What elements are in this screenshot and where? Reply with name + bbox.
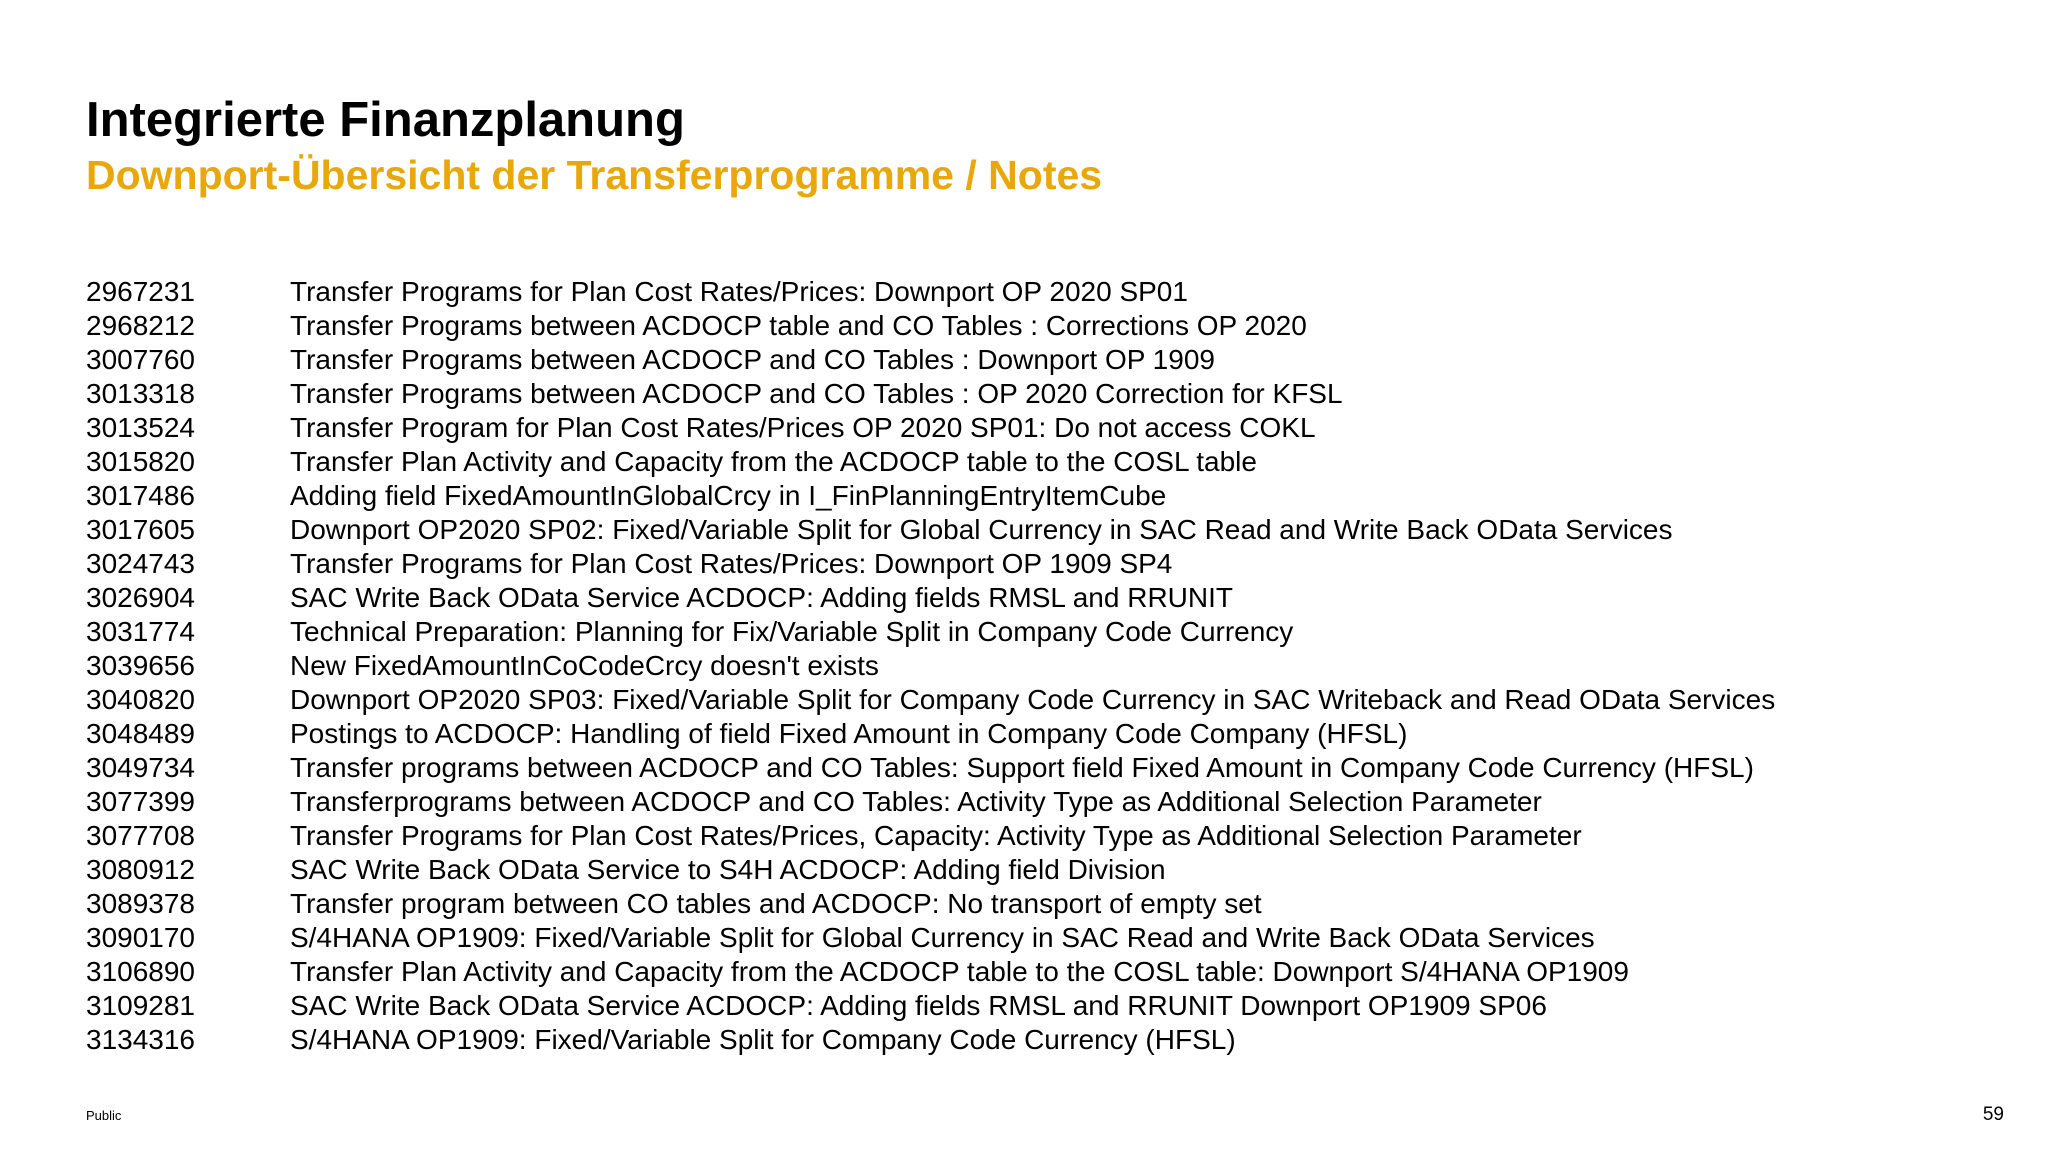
note-row [86, 819, 1986, 853]
note-title: New FixedAmountInCoCodeCrcy doesn't exists [290, 650, 879, 681]
note-title: SAC Write Back OData Service ACDOCP: Adding fields RMSL and RRUNIT [290, 582, 1233, 613]
note-number: 3089378 [86, 888, 196, 919]
note-row [86, 785, 1986, 819]
note-number: 2967231 [86, 276, 196, 307]
note-title: Downport OP2020 SP02: Fixed/Variable Split for Global Currency in SAC Read and Write Back OData Services [290, 514, 1673, 545]
page-number: 59 [1982, 1104, 2004, 1125]
note-number: 3026904 [86, 582, 196, 613]
note-number: 3007760 [86, 344, 196, 375]
note-row [86, 853, 1986, 887]
note-title: SAC Write Back OData Service ACDOCP: Adding fields RMSL and RRUNIT Downport OP1909 SP06 [290, 990, 1547, 1021]
notes-list [86, 275, 1986, 1057]
note-number: 3134316 [86, 1024, 196, 1055]
note-title: Transfer Programs between ACDOCP table and CO Tables : Corrections OP 2020 [290, 310, 1307, 341]
footer-classification: Public [86, 1108, 122, 1123]
note-title: Transfer program between CO tables and ACDOCP: No transport of empty set [290, 888, 1262, 919]
note-row [86, 887, 1986, 921]
note-number: 3077399 [86, 786, 196, 817]
note-row [86, 921, 1986, 955]
note-title: Adding field FixedAmountInGlobalCrcy in I_FinPlanningEntryItemCube [290, 480, 1167, 511]
note-title: S/4HANA OP1909: Fixed/Variable Split for Company Code Currency (HFSL) [290, 1024, 1236, 1055]
note-number: 3039656 [86, 650, 196, 681]
note-title: Transfer Plan Activity and Capacity from the ACDOCP table to the COSL table [290, 446, 1257, 477]
slide-title: Integrierte Finanzplanung [86, 93, 685, 147]
note-number: 3017486 [86, 480, 196, 511]
note-title: SAC Write Back OData Service to S4H ACDOCP: Adding field Division [290, 854, 1166, 885]
note-row [86, 377, 1986, 411]
note-title: Technical Preparation: Planning for Fix/Variable Split in Company Code Currency [290, 616, 1294, 647]
note-row [86, 445, 1986, 479]
note-number: 3031774 [86, 616, 196, 647]
note-title: Transfer Programs for Plan Cost Rates/Prices: Downport OP 1909 SP4 [290, 548, 1173, 579]
note-row [86, 343, 1986, 377]
note-row [86, 479, 1986, 513]
note-row [86, 955, 1986, 989]
note-title: Transfer Programs for Plan Cost Rates/Prices: Downport OP 2020 SP01 [290, 276, 1188, 307]
note-title: Transfer programs between ACDOCP and CO Tables: Support field Fixed Amount in Company Code Currency (HFSL) [290, 752, 1754, 783]
note-row [86, 615, 1986, 649]
note-title: Transfer Programs between ACDOCP and CO Tables : Downport OP 1909 [290, 344, 1215, 375]
note-number: 2968212 [86, 310, 196, 341]
slide-subtitle: Downport-Übersicht der Transferprogramme / Notes [86, 152, 1103, 198]
note-row [86, 1023, 1986, 1057]
note-row [86, 751, 1986, 785]
note-number: 3040820 [86, 684, 196, 715]
note-number: 3109281 [86, 990, 196, 1021]
note-row [86, 581, 1986, 615]
note-number: 3013524 [86, 412, 196, 443]
note-row [86, 989, 1986, 1023]
note-title: Transfer Program for Plan Cost Rates/Prices OP 2020 SP01: Do not access COKL [290, 412, 1316, 443]
note-number: 3049734 [86, 752, 196, 783]
note-title: Transferprograms between ACDOCP and CO Tables: Activity Type as Additional Selection Parameter [290, 786, 1542, 817]
note-number: 3013318 [86, 378, 196, 409]
note-row [86, 411, 1986, 445]
note-title: Transfer Plan Activity and Capacity from the ACDOCP table to the COSL table: Downport S/4HANA OP1909 [290, 956, 1629, 987]
note-title: Transfer Programs for Plan Cost Rates/Prices, Capacity: Activity Type as Additional Selection Parameter [290, 820, 1582, 851]
note-number: 3024743 [86, 548, 196, 579]
note-row [86, 649, 1986, 683]
note-title: Transfer Programs between ACDOCP and CO Tables : OP 2020 Correction for KFSL [290, 378, 1343, 409]
note-row [86, 275, 1986, 309]
note-number: 3080912 [86, 854, 196, 885]
note-number: 3048489 [86, 718, 196, 749]
note-title: Downport OP2020 SP03: Fixed/Variable Split for Company Code Currency in SAC Writeback and Read OData Services [290, 684, 1776, 715]
note-row [86, 513, 1986, 547]
note-number: 3090170 [86, 922, 196, 953]
note-number: 3077708 [86, 820, 196, 851]
note-number: 3017605 [86, 514, 196, 545]
note-number: 3106890 [86, 956, 196, 987]
note-row [86, 309, 1986, 343]
note-title: Postings to ACDOCP: Handling of field Fixed Amount in Company Code Company (HFSL) [290, 718, 1408, 749]
note-row [86, 547, 1986, 581]
note-row [86, 717, 1986, 751]
note-row [86, 683, 1986, 717]
note-title: S/4HANA OP1909: Fixed/Variable Split for Global Currency in SAC Read and Write Back OData Services [290, 922, 1595, 953]
note-number: 3015820 [86, 446, 196, 477]
